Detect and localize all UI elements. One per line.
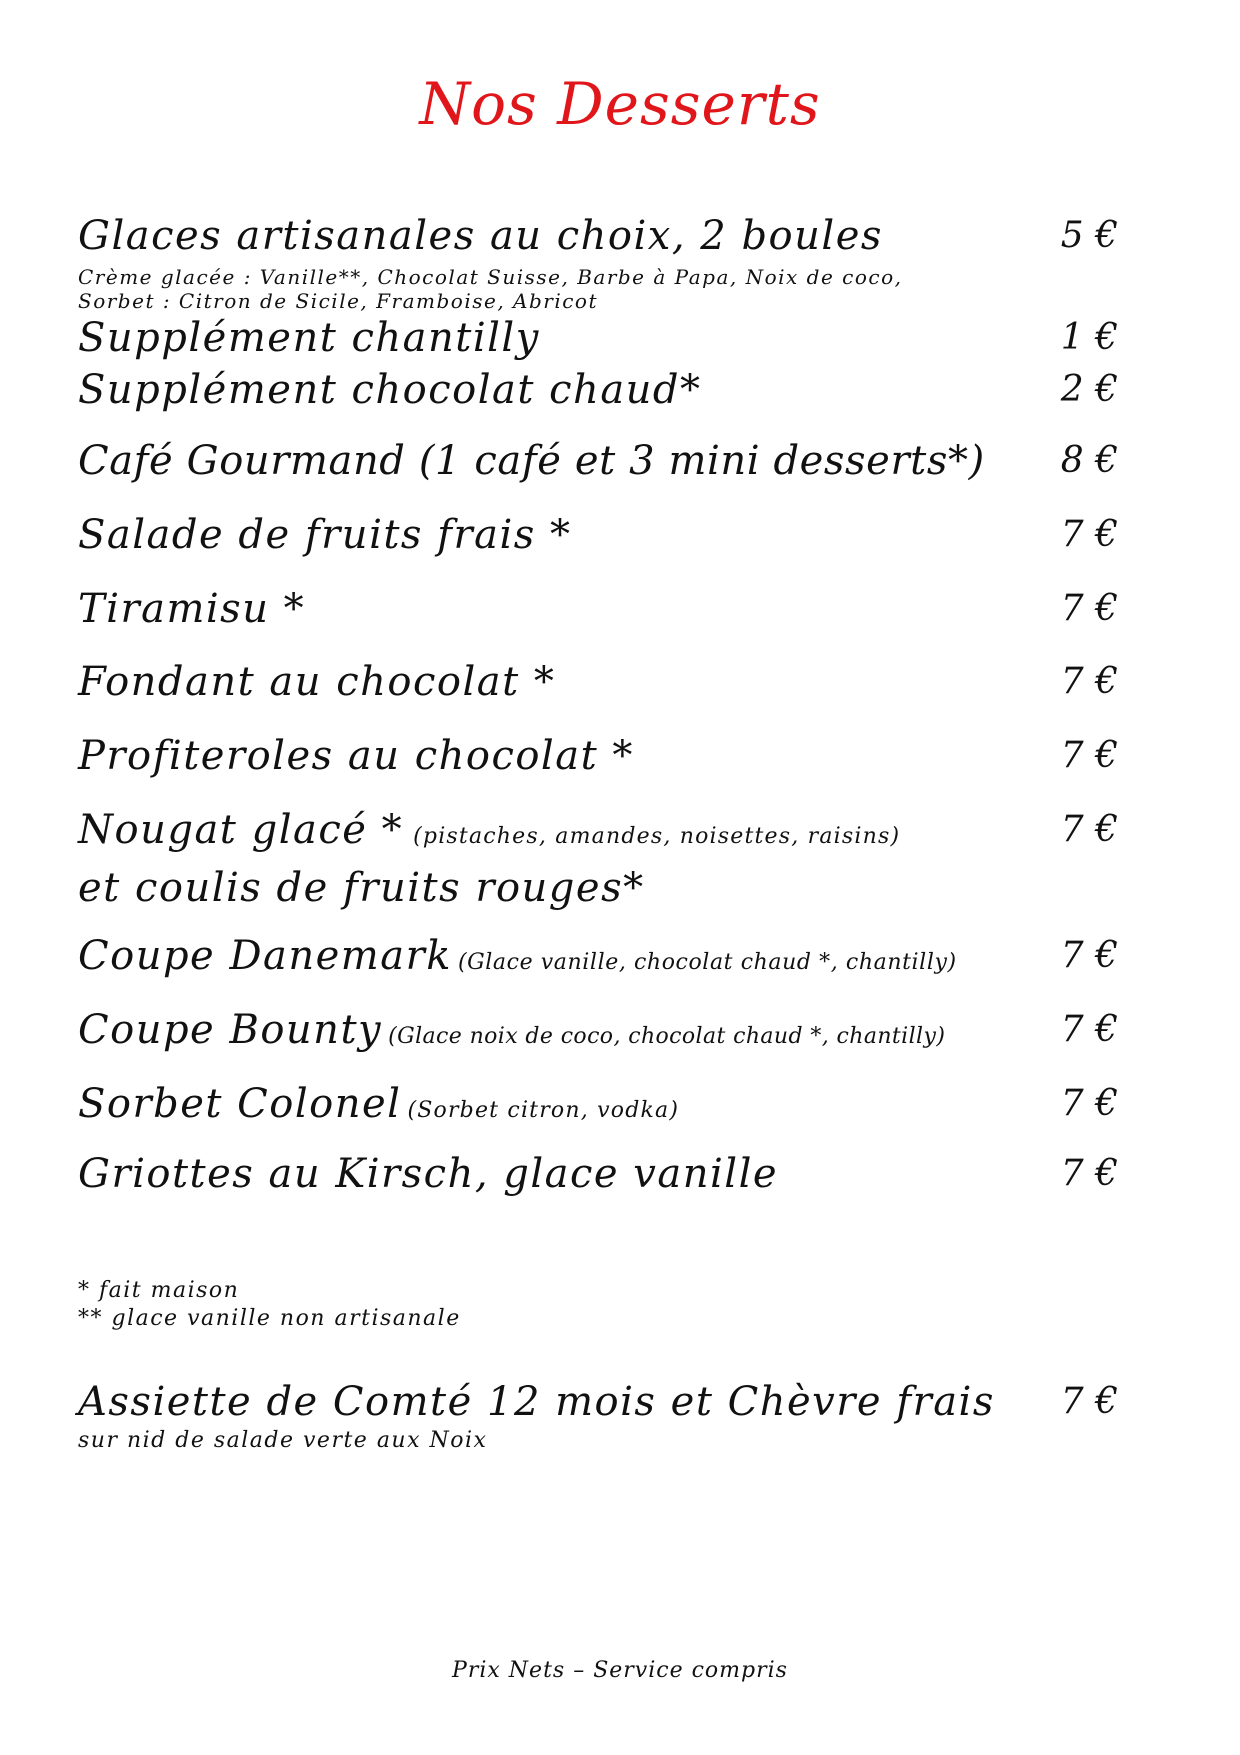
item-price: 7 € [1060,935,1118,976]
item-price: 8 € [1060,440,1118,481]
item-price: 7 € [1060,735,1118,776]
item-name: Coupe Danemark [78,933,452,979]
item-name: Coupe Bounty [78,1007,383,1053]
item-name: Fondant au chocolat * [78,659,556,705]
flavors-line-1: Crème glacée : Vanille**, Chocolat Suisse, Barbe à Papa, Noix de coco, [78,265,903,289]
item-price: 7 € [1060,588,1118,629]
item-price: 5 € [1060,215,1118,256]
item-name: Café Gourmand (1 café et 3 mini desserts*) [78,438,985,484]
item-sub: sur nid de salade verte aux Noix [78,1428,488,1453]
item-name: Griottes au Kirsch, glace vanille [78,1151,779,1197]
item-name: Tiramisu * [78,586,306,632]
item-price: 1 € [1060,317,1118,358]
item-name: Profiteroles au chocolat * [78,733,634,779]
item-name: Nougat glacé * [78,807,404,853]
item-name-wrap [78,1080,679,1135]
item-detail: (pistaches, amandes, noisettes, raisins) [413,824,901,849]
footer-note: Prix Nets – Service compris [452,1658,788,1683]
item-name: Salade de fruits frais * [78,512,572,558]
item-detail: (Glace noix de coco, chocolat chaud *, chantilly) [388,1024,946,1049]
item-price: 7 € [1060,1009,1118,1050]
item-name: Supplément chocolat chaud* [78,367,702,413]
item-name: Sorbet Colonel [78,1081,402,1127]
item-price: 7 € [1060,514,1118,555]
item-price: 7 € [1060,809,1118,850]
item-price: 7 € [1060,1153,1118,1194]
note-fait-maison: * fait maison [78,1278,240,1303]
item-name-wrap [78,932,957,987]
flavors-line-2: Sorbet : Citron de Sicile, Framboise, Abricot [78,289,599,313]
item-detail: (Sorbet citron, vodka) [407,1098,680,1123]
item-price: 7 € [1060,1083,1118,1124]
item-price: 7 € [1060,1381,1118,1422]
item-name: Glaces artisanales au choix, 2 boules [78,213,883,259]
item-name: Supplément chantilly [78,315,540,361]
item-name-line-2: et coulis de fruits rouges* [78,865,645,911]
item-name-wrap [78,806,900,861]
item-name-wrap [78,1006,945,1061]
item-price: 2 € [1060,369,1118,410]
item-price: 7 € [1060,661,1118,702]
item-detail: (Glace vanille, chocolat chaud *, chantilly) [457,950,957,975]
item-name: Assiette de Comté 12 mois et Chèvre frais [78,1379,995,1425]
note-glace-vanille: ** glace vanille non artisanale [78,1306,461,1331]
page-title: Nos Desserts [419,70,821,138]
